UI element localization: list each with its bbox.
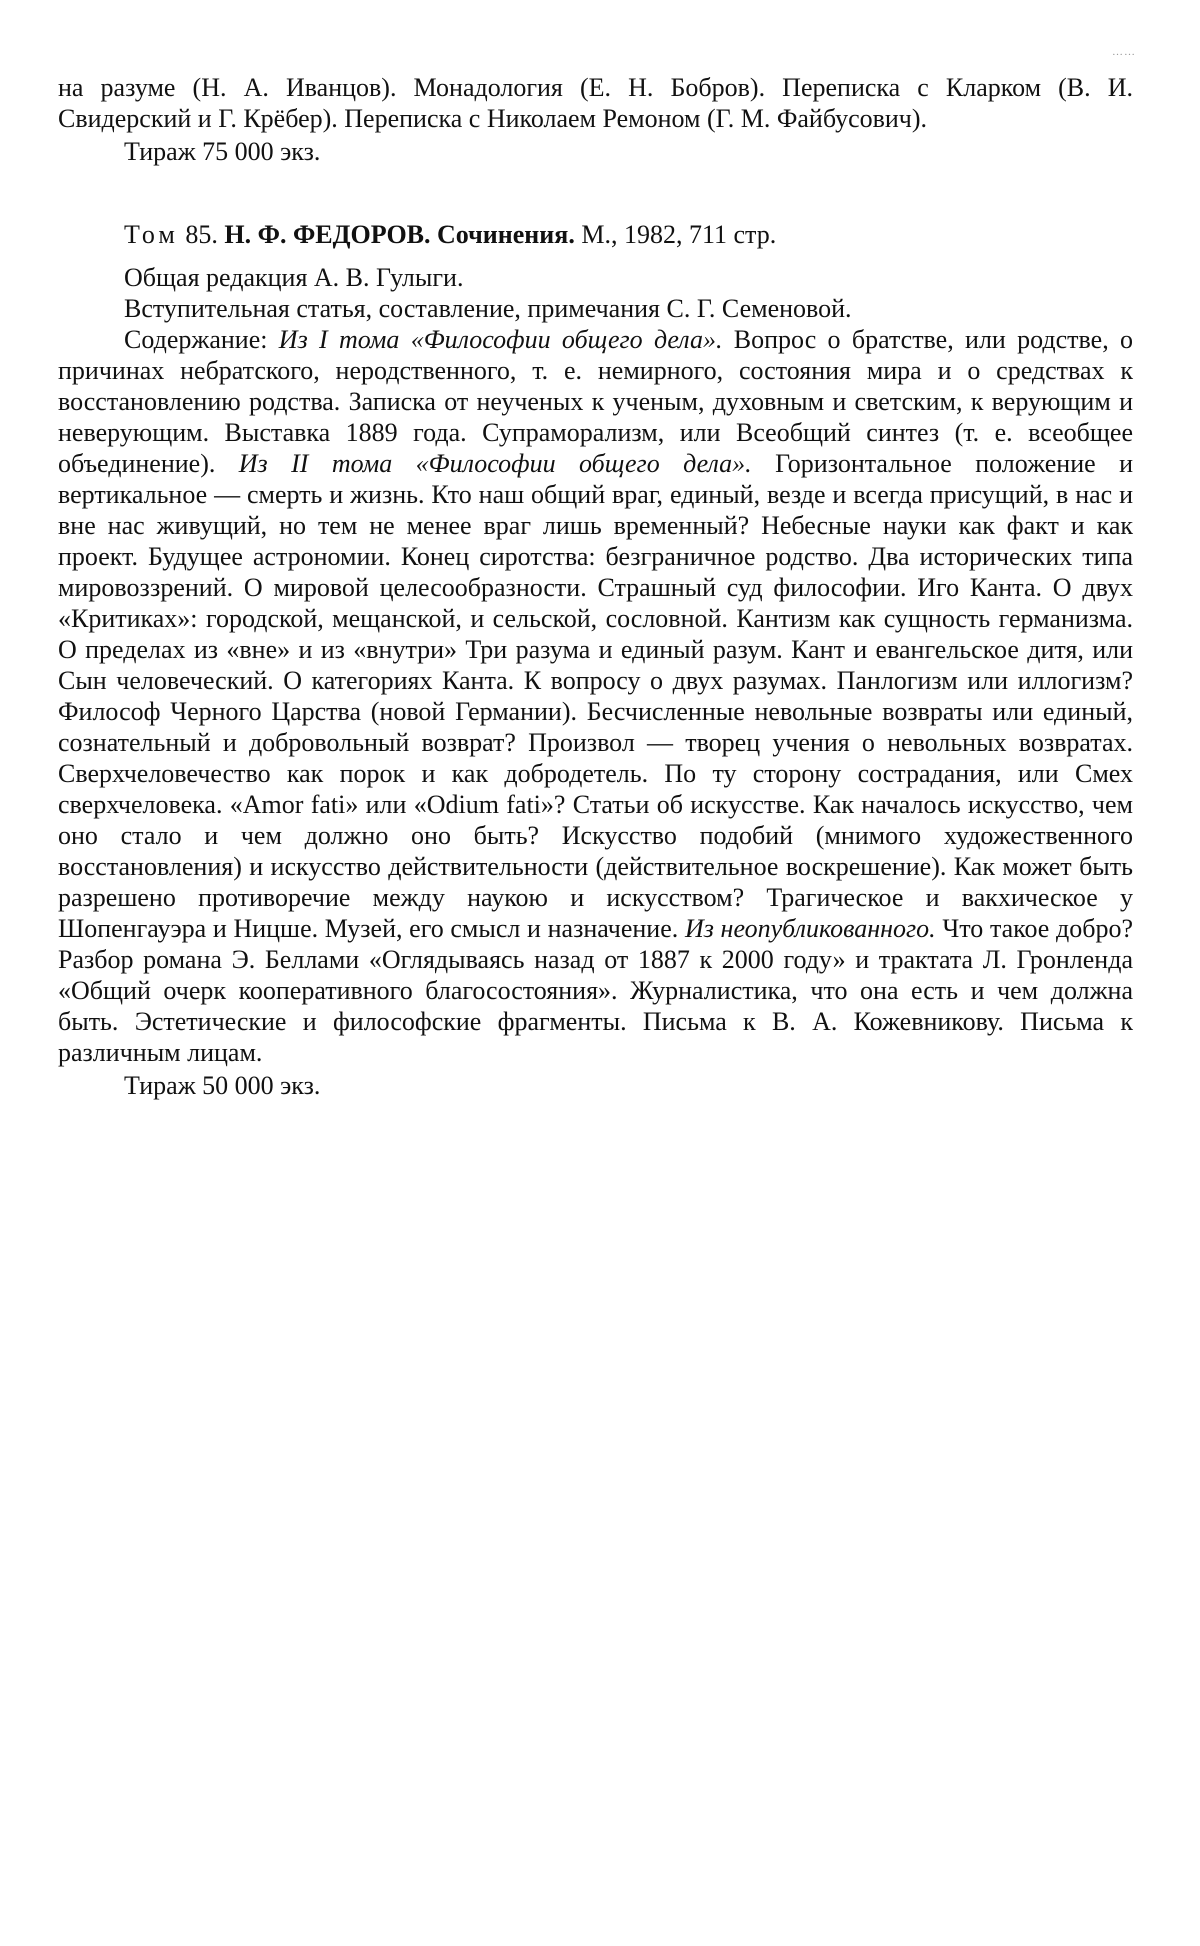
document-page xyxy=(58,72,1133,1101)
volume-imprint: М., 1982, 711 стр. xyxy=(581,220,777,249)
part2-text: Горизонтальное положение и вертикальное — смерть и жизнь. Кто наш общий враг, единый, везде и всегда присущий, в нас и вне нас живущий, но тем не менее враг лишь временный? Небесные науки как факт и как проект. Будущее астрономии. Конец сиротства: безграничное родство. Два исторических типа мировоззрений. О мировой целесообразности. Страшный суд философии. Иго Канта. О двух «Критиках»: городской, мещанской, и сельской, сословной. Кантизм как сущность германизма. О пределах из «вне» и из «внутри» Три разума и единый разум. Кант и евангельское дитя, или Сын человеческий. О категориях Канта. К вопросу о двух разумах. Панлогизм или иллогизм? Философ Черного Царства (новой Германии). Бесчисленные невольные возвраты или единый, сознательный и добровольный возврат? Произвол — творец учения о невольных возвратах. Сверхчеловечество как порок и как добродетель. По ту сторону сострадания, или Смех сверхчеловека. «Amor fati» или «Odium fati»? Статьи об искусстве. Как началось искусство, чем оно стало и чем должно оно быть? Искусство подобий (мнимого художественного восстановления) и искусство действительности (действительное воскрешение). Как может быть разрешено противоречие между наукою и искусством? Трагическое и вакхическое у Шопенгауэра и Ницше. Музей, его смысл и назначение. xyxy=(58,449,1133,943)
contents-label: Содержание: xyxy=(124,325,268,354)
part2-title: Из II тома «Философии общего дела». xyxy=(238,449,752,478)
intro-circulation: Тираж 75 000 экз. xyxy=(124,137,321,166)
part1-title: Из I тома «Философии общего дела». xyxy=(278,325,723,354)
volume-circulation: Тираж 50 000 экз. xyxy=(124,1071,321,1100)
volume-author: Н. Ф. ФЕДОРОВ. xyxy=(224,220,431,249)
volume-contents xyxy=(58,324,1133,1068)
volume-heading xyxy=(58,219,1133,250)
volume-tom-label: Том xyxy=(124,220,179,249)
part3-text: Что такое добро? Разбор романа Э. Беллами «Оглядываясь назад от 1887 к 2000 году» и трактата Л. Гронленда «Общий очерк кооперативного благосостояния». Журналистика, что она есть и чем должна быть. Эстетические и философские фрагменты. Письма к В. А. Кожевникову. Письма к различным лицам. xyxy=(58,914,1134,1067)
part3-title: Из неопубликованного. xyxy=(684,914,936,943)
intro-paragraph: на разуме (Н. А. Иванцов). Монадология (Е. Н. Бобров). Переписка с Кларком (В. И. Свидерский и Г. Крёбер). Переписка с Николаем Ремоном (Г. М. Файбусович). xyxy=(58,73,1133,133)
volume-title: Сочинения. xyxy=(437,220,575,249)
corner-mark: …… xyxy=(1112,46,1136,58)
volume-number: 85. xyxy=(185,220,218,249)
volume-editor: Общая редакция А. В. Гулыги. xyxy=(124,263,464,292)
volume-intro-note: Вступительная статья, составление, примечания С. Г. Семеновой. xyxy=(124,294,852,323)
part1-text: Вопрос о братстве, или родстве, о причинах небратского, неродственного, т. е. немирного, состояния мира и о средствах к восстановлению родства. Записка от неученых к ученым, духовным и светским, к верующим и неверующим. Выставка 1889 года. Супраморализм, или Всеобщий синтез (т. е. всеобщее объединение). xyxy=(58,325,1134,478)
